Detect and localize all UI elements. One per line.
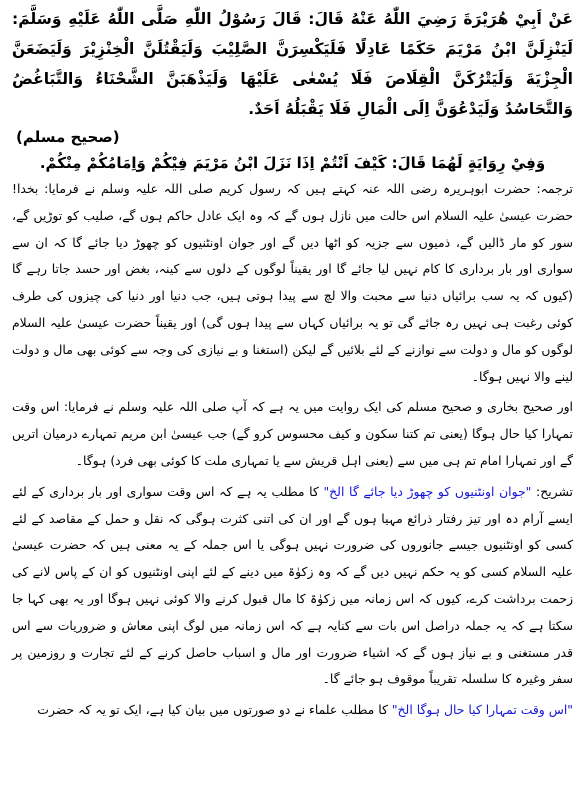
commentary-highlight: "جوان اونٹنیوں کو چھوڑ دیا جائے گا الخ"	[323, 483, 532, 499]
hadith-source: (صحیح مسلم)	[16, 128, 120, 146]
commentary-paragraph	[12, 479, 573, 693]
footer-highlight: "اس وقت تمہارا کیا حال ہوگا الخ"	[391, 702, 573, 718]
commentary-lead: تشریح:	[531, 483, 573, 499]
second-translation-paragraph: اور صحیح بخاری و صحیح مسلم کی ایک روایت میں یہ ہے کہ آپ صلی اللہ علیہ وسلم نے فرمایا: اس وقت تمہارا کیا حال ہوگا (یعنی تم کتنا سکون و کیف محسوس کرو گے) جب عیسیٰ ابن مریم تمہارے درمیان اتریں گے اور تمہارا امام تم ہی میں سے (یعنی اہل قریش سے یا تمہاری ملت کا کوئی بھی فرد) ہوگا۔	[12, 399, 573, 468]
footer-paragraph	[12, 697, 573, 724]
second-narration-arabic: وَفِيْ رِوَايَةٍ لَهُمَا قَالَ: كَيْفَ اَنْتُمْ اِذَا نَزَلَ ابْنُ مَرْيَمَ فِيْكُمْ وَاِمَامُكُمْ مِنْكُمْ.	[39, 154, 546, 172]
translation-paragraph: ترجمہ: حضرت ابوہریرہ رضی اللہ عنہ کہتے ہیں کہ رسول کریم صلی اللہ علیہ وسلم نے فرمایا: بخدا! حضرت عیسیٰ علیہ السلام اس حالت میں نازل ہوں گے کہ وہ ایک عادل حاکم ہوں گے، صلیب کو توڑیں گے، سور کو مار ڈالیں گے، ذمیوں سے جزیہ کو اٹھا دیں گے اور جوان اونٹنیوں کو چھوڑ دیا جائے گا کہ ان سے سواری اور بار برداری کا کام نہیں لیا جائے گا اور یقیناً لوگوں کے دلوں سے کینہ، بغض اور حسد جاتا رہے گا (کیوں کہ یہ سب برائیاں دنیا سے محبت والا لچ سے پیدا ہوتی ہیں، جب دنیا اور دنیا کی چیزوں کی طرف کوئی رغبت ہی نہیں رہ جائے گی تو یہ برائیاں کہاں سے پیدا ہوں گی) اور یقیناً حضرت عیسیٰ علیہ السلام لوگوں کو مال و دولت سے نوازنے کے لئے بلائیں گے لیکن (استغنا و بے نیازی کی وجہ سے کوئی بھی مال و دولت لینے والا نہیں ہوگا۔	[12, 181, 573, 384]
commentary-text: کا مطلب یہ ہے کہ اس وقت سواری اور بار برداری کے لئے ایسے آرام دہ اور تیز رفتار ذرائع مہیا ہوں گے اور ان کی اتنی کثرت ہوگی کہ نقل و حمل کے مقاصد کے لئے کسی کو اونٹنیوں جیسے جانوروں کی ضرورت نہیں ہوگی یا اس جملہ کے یہ معنی ہیں کہ حضرت عیسیٰ علیہ السلام کسی کو یہ حکم نہیں دیں گے کہ وہ زکوٰۃ میں دینے کے لئے اپنی اونٹنیوں کو ان کے پاس لانے کی زحمت برداشت کرے، کیوں کہ اس زمانہ میں زکوٰۃ کا مال قبول کرنے والا کوئی نہیں ہوگا اور یہ بھی کہا جا سکتا ہے کہ یہ جملہ دراصل اس بات سے کنایہ ہے کہ اس زمانہ میں لوگ اپنی معاش و ضروریات سے اس قدر مستغنی و بے نیاز ہوں گے کہ اشیاء ضرورت اور مال و اسباب حاصل کرنے کے لئے تجارت و روزمین پر سفر وغیرہ کا سلسلہ تقریباً موقوف ہو جائے گا۔	[12, 483, 573, 687]
footer-text: کا مطلب علماء نے دو صورتوں میں بیان کیا ہے، ایک تو یہ کہ حضرت	[37, 702, 392, 718]
hadith-arabic-text: عَنْ اَبِيْ هُرَيْرَةَ رَضِيَ اللّٰهُ عَنْهُ قَالَ: قَالَ رَسُوْلُ اللّٰهِ صَلَّى اللّٰهُ عَلَيْهِ وَسَلَّمَ: لَيَنْزِلَنَّ ابْنُ مَرْيَمَ حَكَمًا عَادِلًا فَلَيَكْسِرَنَّ الصَّلِيْبَ وَلَيَقْتُلَنَّ الْخِنْزِيْرَ وَلَيَضَعَنَّ الْجِزْيَةَ وَلَيَتْرُكَنَّ الْقِلَاصَ فَلَا يُسْعٰى عَلَيْهَا وَلَيَذْهَبَنَّ الشَّحْنَاءُ وَالتَّبَاغُضُ وَالتَّحَاسُدُ وَلَيَدْعُوَنَّ اِلَى الْمَالِ فَلَا يَقْبَلُهُ اَحَدٌ.	[12, 10, 573, 118]
